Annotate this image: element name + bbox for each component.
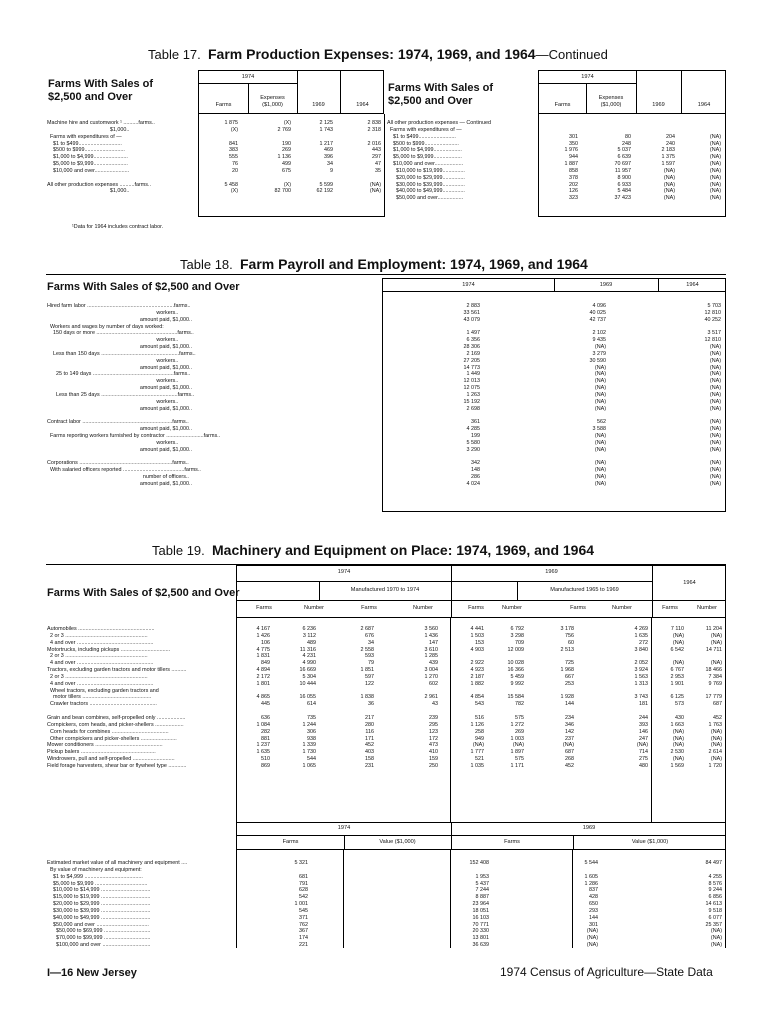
table-17-left-1969: 2 125 1 743 1 217 469 396 34 9 5 599 62 192 [316, 120, 333, 195]
table-17-stub-right: Farms With Sales of $2,500 and Over [388, 82, 494, 107]
table-17-continued: —Continued [535, 47, 608, 62]
table-19-1964-farms: 7 110 (NA) (NA) 6 542 (NA) 6 767 2 953 1 901 6 125 573 430 1 663 (NA) (NA) (NA) 2 530 (NA) 1 569 [670, 626, 684, 769]
table-18-grid: 1974 1969 1964 [382, 278, 726, 512]
table-19-stub: Farms With Sales of $2,500 and Over [47, 587, 240, 599]
table-19-1969-farms: 4 441 1 503 153 4 903 2 922 4 923 2 187 1 882 4 854 543 516 1 126 258 949 (NA) 1 777 521 1 035 [470, 626, 484, 769]
table-19-1974-number: 6 236 3 112 489 11 316 4 231 4 990 16 669 5 304 10 444 16 055 614 735 1 244 306 938 1 339 1 730 544 1 065 [299, 626, 316, 769]
table-17-title: Table 17. Farm Production Expenses: 1974, 1969, and 1964—Continued [148, 46, 608, 62]
table-18-title: Table 18. Farm Payroll and Employment: 1974, 1969, and 1964 [180, 256, 588, 272]
table-17-left-header: 1974 Farms Expenses ($1,000) 1969 1964 [198, 70, 384, 114]
table-17-right-header: 1974 Farms Expenses ($1,000) 1969 1964 [538, 70, 726, 114]
table-17-stub-left: Farms With Sales of $2,500 and Over [48, 78, 154, 103]
table-17-left-farms: 1 875 (X) 841 383 555 76 20 5 458 (X) [224, 120, 238, 195]
table-19-value-header: 1974 1969 Farms Value ($1,000) Farms Value ($1,000) [236, 822, 726, 850]
table-17-left-labels: Machine hire and customwork ¹ ..........farms.. $1,000.. Farms with expenditures of — $1 to $499............................. $500 to $999........................... $1,000 to $4,999....................... $5,000 to $9,999....................... $10,000 and over....................... All other production expenses ..........farms.. $1,000.. [47, 120, 155, 195]
table-17-left-1964: 2 838 2 318 2 016 443 297 47 35 (NA) (NA) [367, 120, 381, 195]
table-18-1969: 4 096 40 025 42 737 2 102 9 435 (NA) 3 279 30 590 (NA) (NA) (NA) (NA) (NA) (NA) (NA) 562 3 588 (NA) (NA) (NA) (NA) (NA) (NA) (NA) [589, 303, 606, 487]
table-17-left-expenses: (X) 2 769 190 269 1 136 499 675 (X) 82 700 [274, 120, 291, 195]
table-17-right-1969: 204 240 2 183 1 375 1 597 (NA) (NA) (NA) (NA) (NA) [661, 133, 675, 202]
table-19-1969-number: 6 792 3 298 709 12 009 10 028 16 366 5 459 9 992 15 584 782 575 1 272 269 1 003 (NA) 1 897 575 1 171 [507, 626, 524, 769]
table-19-value-1974-farms: 5 321 681 791 628 542 1 001 545 371 762 367 174 221 [294, 860, 308, 949]
table-19-name: Machinery and Equipment on Place: 1974, 1969, and 1964 [212, 542, 595, 558]
publication-title: 1974 Census of Agriculture—State Data [500, 965, 713, 979]
table-19-value-1969-farms: 5 544 1 605 1 286 837 428 650 293 144 301 (NA) (NA) (NA) [584, 860, 598, 949]
page-number: I—16 New Jersey [47, 967, 137, 979]
table-18-labels: Hired farm labor ..........................................................farms.. workers.. amount paid, $1,000.. Workers and wages by number of days worked: 150 days or more ......................................................farms.. workers.. amount paid, $1,000.. Less than 150 days ....................................................farms.. workers.. amount paid, $1,000.. 25 to 149 days ......................................................farms.. workers.. amount paid, $1,000.. Less than 25 days ...................................................farms.. workers.. amount paid, $1,000.. Contract labor ............................................................farms.. amount paid, $1,000.. Farms reporting workers furnished by contractor .........................farms.. workers.. amount paid, $1,000.. Corporations ..............................................................farms.. With salaried officers reported .........................................farms.. number of officers.. amount paid, $1,000.. [47, 303, 221, 487]
table-19-1969-manuf-farms: 3 178 756 60 2 513 725 1 968 667 253 1 928 144 234 346 142 237 (NA) 687 268 452 [560, 626, 574, 769]
table-19-value-1974-value: 152 408 1 953 5 437 7 244 8 887 23 964 18 051 16 103 70 771 20 330 13 801 36 639 [469, 860, 489, 949]
table-18-name: Farm Payroll and Employment: 1974, 1969, and 1964 [240, 256, 588, 272]
table-19-value-1969-value: 84 497 4 255 8 576 9 244 6 856 14 613 9 518 6 077 25 357 (NA) (NA) (NA) [705, 860, 722, 949]
table-19-title: Table 19. Machinery and Equipment on Place: 1974, 1969, and 1964 [152, 542, 595, 558]
table-19-1974-farms: 4 167 1 426 106 4 775 1 831 849 4 894 2 172 1 801 4 865 445 636 1 084 282 881 1 237 1 635 510 869 [256, 626, 270, 769]
table-19-1974-manuf-farms: 2 687 676 34 2 558 593 79 1 851 597 122 1 838 36 217 280 116 171 452 403 158 231 [360, 626, 374, 769]
table-19-header: 1974 1969 1964 Manufactured 1970 to 1974 Manufactured 1965 to 1969 Farms Number Farms Number Farms Number Farms Number Farms Number [236, 565, 726, 618]
table-17-right-1964: (NA) (NA) (NA) (NA) (NA) (NA) (NA) (NA) (NA) (NA) [709, 133, 721, 202]
table-19-1969-manuf-number: 4 269 1 635 272 3 840 2 052 3 924 1 563 1 313 3 743 181 244 393 146 247 (NA) 714 275 480 [634, 626, 648, 769]
table-18-stub: Farms With Sales of $2,500 and Over [47, 281, 240, 293]
table-17-right-expenses: 80 248 5 037 6 639 70 697 11 957 8 900 6 933 5 484 37 423 [614, 133, 631, 202]
table-19-1974-manuf-number: 3 560 1 436 147 3 610 1 285 439 3 004 1 270 602 2 961 43 239 295 123 172 473 410 159 250 [424, 626, 438, 769]
table-17-name: Farm Production Expenses: 1974, 1969, and 1964 [208, 46, 536, 62]
table-17-right-farms: 301 350 1 976 944 1 887 858 378 202 126 323 [564, 133, 578, 202]
table-17-footnote: ¹Data for 1964 includes contract labor. [72, 224, 164, 230]
table-18-1964: 5 703 12 810 40 252 3 517 12 810 (NA) (NA) (NA) (NA) (NA) (NA) (NA) (NA) (NA) (NA) (NA) (NA) (NA) (NA) (NA) (NA) (NA) (NA) (NA) [704, 303, 721, 487]
table-19-value-labels: Estimated market value of all machinery and equipment .... By value of machinery and equipment: $1 to $4,999 ....................................... $5,000 to $9,999 ................................... $10,000 to $14,999 ................................. $15,000 to $19,999 ................................. $20,000 to $29,999 ................................. $30,000 to $39,999 ................................. $40,000 to $49,999 ................................. $50,000 and over ................................... $50,000 to $69,999 ............................... $70,000 to $99,999 ............................... $100,000 and over ................................ [47, 860, 188, 949]
table-18-1974: 2 883 33 561 43 079 1 497 6 356 28 306 2 169 27 205 14 773 1 449 12 013 12 075 1 263 15 192 2 698 361 4 285 199 5 580 3 290 342 148 286 4 024 [463, 303, 480, 487]
table-19-1964-number: 11 204 (NA) (NA) 14 711 (NA) 18 466 7 384 9 769 17 779 687 452 1 763 (NA) (NA) (NA) 2 614 (NA) 1 720 [705, 626, 722, 769]
table-17-right-labels: All other production expenses — Continued Farms with expenditures of — $1 to $499......................... $500 to $999....................... $1,000 to $4,999................... $5,000 to $9,999................... $10,000 and over................... $10,000 to $19,999............... $20,000 to $29,999............... $30,000 to $39,999............... $40,000 to $49,999............... $50,000 and over................. [387, 120, 491, 202]
table-19-labels: Automobiles ................................................... 2 or 3 ....................................................... 4 and over ................................................... Motortrucks, including pickups ................................. 2 or 3 ....................................................... 4 and over ................................................... Tractors, excluding garden tractors and motor tillers .......... 2 or 3 ....................................................... 4 and over ................................................... Wheel tractors, excluding garden tractors and motor tillers .............................................. Crawler tractors ............................................. Grain and bean combines, self-propelled only ................... Cornpickers, corn heads, and picker-shellers ................... Corn heads for combines ...................................... Other cornpickers and picker-shellers ........................ Mower conditioners ............................................. Pickup balers .................................................. Windrowers, pull and self-propelled ............................ Field forage harvesters, shear bar or flywheel type ............ [47, 626, 187, 769]
